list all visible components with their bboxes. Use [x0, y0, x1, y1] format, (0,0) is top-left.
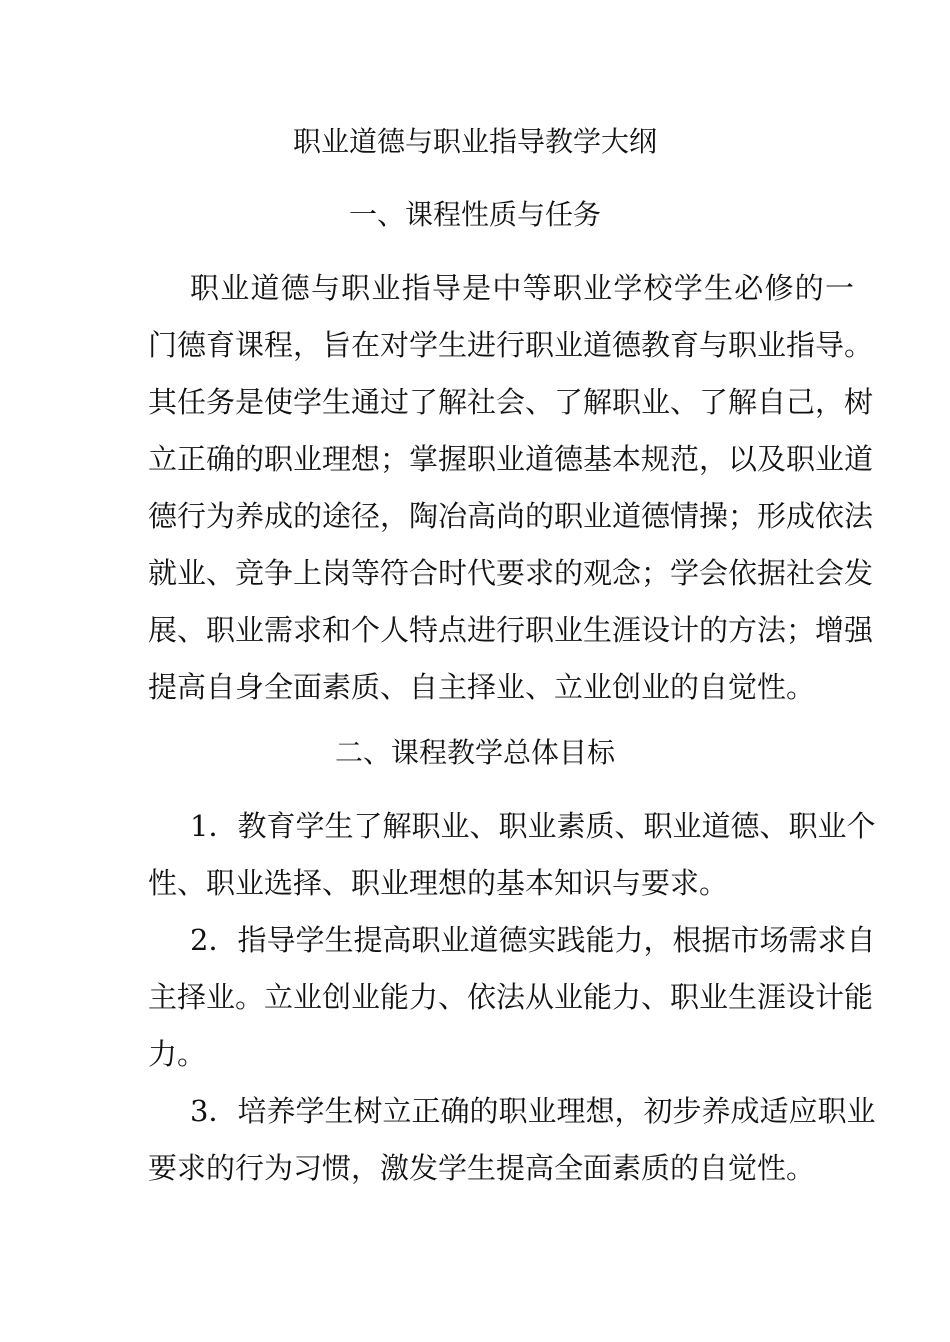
paragraph-line: 提高自身全面素质、自主择业、立业创业的自觉性。	[148, 670, 816, 704]
paragraph-line: 其任务是使学生通过了解社会、了解职业、了解自己，树	[148, 385, 874, 419]
goal-item-line: 力。	[148, 1037, 207, 1071]
goal-item-line: 1．教育学生了解职业、职业素质、职业道德、职业个	[190, 809, 876, 843]
goal-item-line: 主择业。立业创业能力、依法从业能力、职业生涯设计能	[148, 980, 874, 1014]
section-heading-teaching-goals: 二、课程教学总体目标	[334, 736, 615, 769]
paragraph-line: 立正确的职业理想；掌握职业道德基本规范，以及职业道	[148, 442, 874, 476]
paragraph-line: 就业、竞争上岗等符合时代要求的观念；学会依据社会发	[148, 556, 874, 590]
paragraph-line: 门德育课程，旨在对学生进行职业道德教育与职业指导。	[148, 328, 874, 362]
goal-item-line: 3．培养学生树立正确的职业理想，初步养成适应职业	[190, 1094, 876, 1128]
goal-item-line: 2．指导学生提高职业道德实践能力，根据市场需求自	[190, 923, 876, 957]
section-heading-course-nature: 一、课程性质与任务	[348, 198, 601, 231]
paragraph-line: 展、职业需求和个人特点进行职业生涯设计的方法；增强	[148, 613, 874, 647]
paragraph-line: 德行为养成的途径，陶冶高尚的职业道德情操；形成依法	[148, 499, 874, 533]
goal-item-line: 要求的行为习惯，激发学生提高全面素质的自觉性。	[148, 1151, 816, 1185]
document-title: 职业道德与职业指导教学大纲	[292, 125, 657, 158]
goal-item-line: 性、职业选择、职业理想的基本知识与要求。	[148, 866, 729, 900]
paragraph-line: 职业道德与职业指导是中等职业学校学生必修的一	[190, 271, 854, 305]
